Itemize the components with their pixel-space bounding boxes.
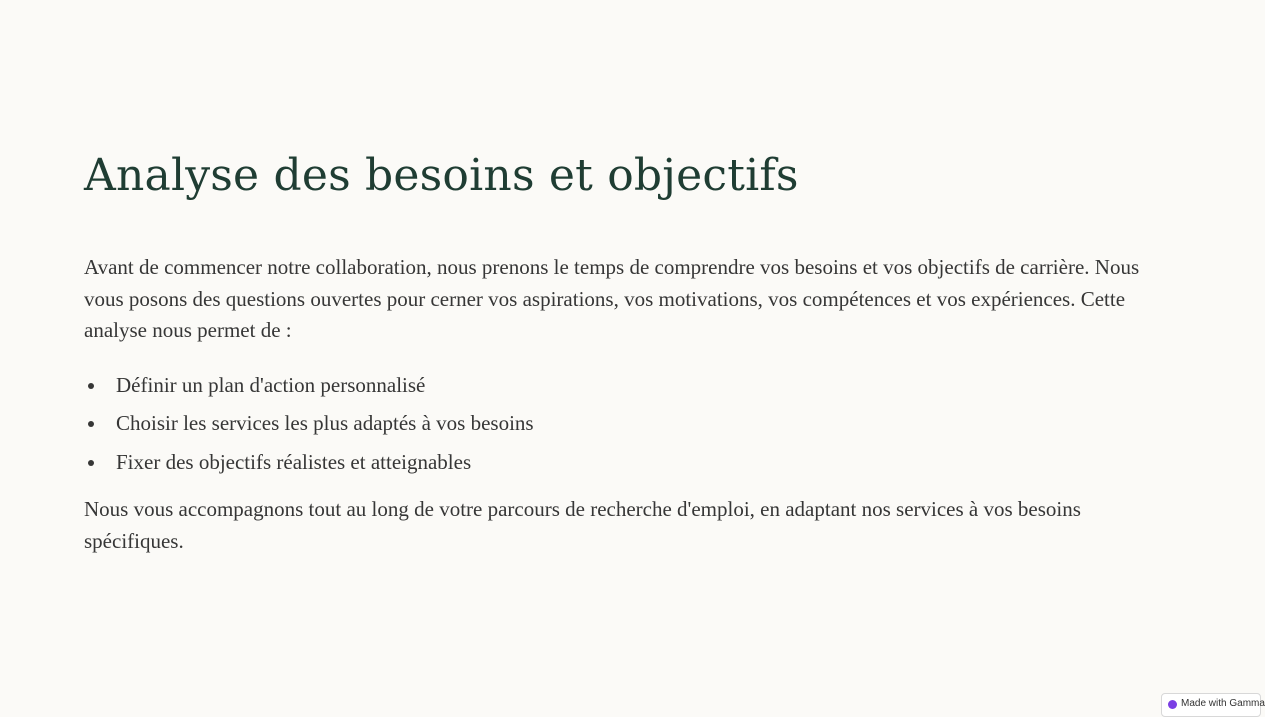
list-item	[84, 447, 1174, 479]
made-with-badge[interactable]	[1161, 693, 1265, 717]
badge-label: Made with Gamma	[1181, 698, 1265, 709]
bullet-icon	[88, 421, 94, 427]
list-item	[84, 370, 1174, 402]
bullet-icon	[88, 460, 94, 466]
list-item-text: Choisir les services les plus adaptés à vos besoins	[116, 411, 534, 435]
slide-content	[84, 140, 1174, 557]
page-title: Analyse des besoins et objectifs	[84, 150, 799, 201]
list-item	[84, 408, 1174, 440]
bullet-icon	[88, 383, 94, 389]
bullet-list	[84, 370, 1174, 479]
list-item-text: Définir un plan d'action personnalisé	[116, 372, 426, 397]
outro-paragraph: Nous vous accompagnons tout au long de votre parcours de recherche d'emploi, en adaptant nos services à vos besoins spécifiques.	[84, 497, 1081, 553]
intro-paragraph: Avant de commencer notre collaboration, nous prenons le temps de comprendre vos besoins et vos objectifs de carrière. Nous vous posons des questions ouvertes pour cerner vos aspirations, vos motivations, vos compétences et vos expériences. Cette analyse nous permet de :	[84, 255, 1140, 342]
list-item-text: Fixer des objectifs réalistes et atteignables	[116, 449, 472, 474]
gamma-logo-icon	[1168, 700, 1177, 709]
